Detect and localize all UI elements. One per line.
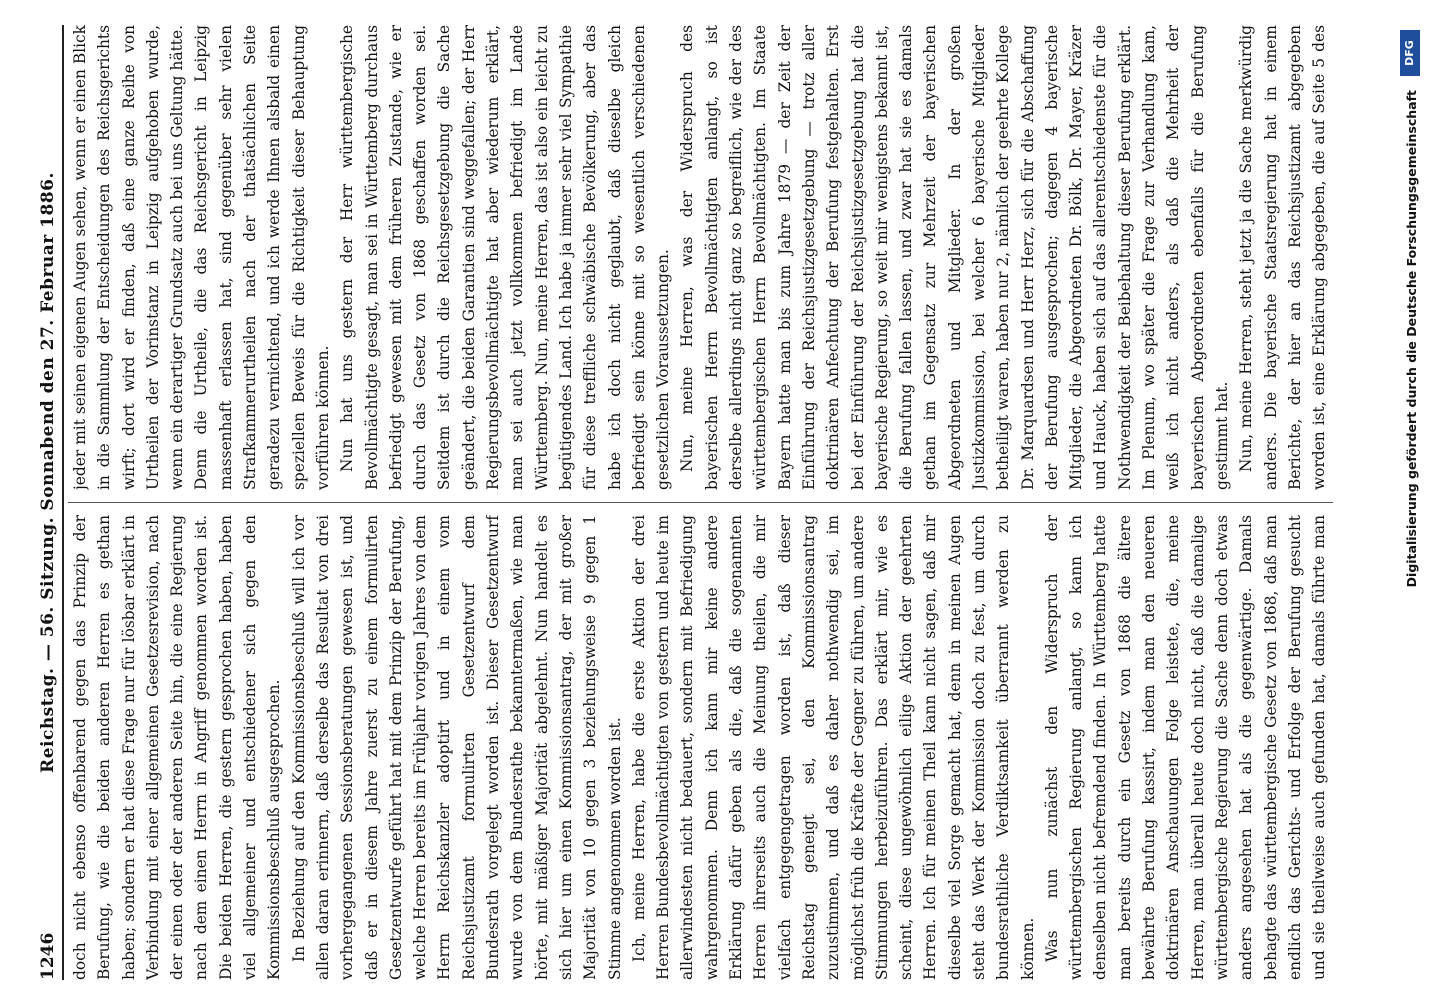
paragraph: doch nicht ebenso offenbarend gegen das Prinzip der Berufung, wie die beiden anderen Herren es gethan haben; sondern er hat diese Frage nur für lösbar erklärt in Verbindung mit einer allgemeinen Gesetzesrevision, nach der einen oder der anderen Seite hin, die eine Regierung nach dem einen Herrn in Angriff genommen worden ist. Die beiden Herren, die gestern gesprochen haben, haben viel allgemeiner und entschiedener sich gegen den Kommissionsbeschluß ausgesprochen. xyxy=(71,515,284,980)
running-title: Reichstag. — 56. Sitzung. Sonnabend den 27. Februar 1886. xyxy=(38,172,58,773)
paragraph: Nun hat uns gestern der Herr württembergische Bevollmächtigte gesagt, man sei in Württemberg durchaus befriedigt gewesen mit dem früheren Zustande, wie er durch das Gesetz von 1868 geschaffen worden sei. Seitdem ist durch die Reichsgesetzgebung die Sache geändert, die beiden Garantien sind weggefallen; der Herr Regierungsbevollmächtigte hat aber wiederum erklärt, man sei auch jetzt vollkommen befriedigt im Lande Württemberg. Nun, meine Herren, das ist also ein leicht zu begütigendes Land. Ich habe ja immer sehr viel Sympathie für diese treffliche schwäbische Bevölkerung, aber das habe ich doch nicht geglaubt, daß dieselbe gleich befriedigt sein könne mit so wesentlich verschiedenen gesetzlichen Voraussetzungen. xyxy=(338,25,673,490)
column-divider xyxy=(68,502,1333,503)
paragraph: In Beziehung auf den Kommissionsbeschluß will ich vor allen daran erinnern, daß derselbe das Resultat von drei vorhergegangenen Sessionsberatungen gewesen ist, und daß er in diesem Jahre zuerst zu einem formulirten Gesetzentwurfe geführt hat mit dem Prinzip der Berufung, welche Herren bereits im Frühjahr vorigen Jahres von dem Herrn Reichskanzler adoptirt und in einem vom Reichsjustizamt formulirten Gesetzentwurf dem Bundesrath vorgelegt worden ist. Dieser Gesetzentwurf wurde von dem Bundesrathe bekanntermaßen, wie man hörte, mit mäßiger Majorität abgelehnt. Nun handelt es sich hier um einen Kommissionsantrag, der mit großer Majorität von 10 gegen 3 beziehungsweise 9 gegen 1 Stimme angenommen worden ist. xyxy=(289,515,624,980)
paragraph: jeder mit seinen eigenen Augen sehen, wenn er einen Blick in die Sammlung der Entscheidungen des Reichsgerichts wirft; dort wird er finden, daß eine ganze Reihe von Urtheilen der Vorinstanz in Leipzig aufgehoben wurde, wenn ein derartiger Grundsatz auch bei uns Geltung hätte. Denn die Urtheile, die das Reichsgericht in Leipzig massenhaft erlassen hat, sind gegenüber sehr vielen Strafkammerurtheilen nach der thatsächlichen Seite geradezu vernichtend, und ich werde Ihnen alsbald einen speziellen Beweis für die Richtigkeit dieser Behauptung vorführen können. xyxy=(71,25,332,490)
dfg-logo: DFG xyxy=(1400,30,1420,76)
paragraph: Nun, meine Herren, was der Widerspruch des bayerischen Herrn Bevollmächtigten anlangt, so ist derselbe allerdings nicht ganz so begreiflich, wie der des württembergischen Herrn Bevollmächtigten. Im Staate Bayern hatte man bis zum Jahre 1879 — der Zeit der Einführung der Reichsjustizgesetzgebung — trotz aller doktrinären Anfechtung der Berufung festgehalten. Erst bei der Einführung der Reichsjustizgesetzgebung hat die bayerische Regierung, so weit mir wenigstens bekannt ist, die Berufung fallen lassen, und zwar hat sie es damals gethan im Gegensatz zur Mehrzeit der bayerischen Abgeordneten und Mitglieder. In der großen Justizkommission, bei welcher 6 bayerische Mitglieder betheiligt waren, haben nur 2, nämlich der geehrte Kollege Dr. Marquardsen und Herr Herz, sich für die Abschaffung der Berufung ausgesprochen; dagegen 4 bayerische Mitglieder, die Abgeordneten Dr. Bölk, Dr. Mayer, Kräzer und Hauck, haben sich auf das allerentschiedenste für die Nothwendigkeit der Beibehaltung dieser Berufung erklärt. Im Plenum, wo später die Frage zur Verhandlung kam, weiß ich nicht anders, als daß die Mehrheit der bayerischen Abgeordneten ebenfalls für die Berufung gestimmt hat. xyxy=(678,25,1231,490)
page-number: 1246 xyxy=(38,932,58,980)
right-column xyxy=(68,25,1333,490)
paragraph: Ich, meine Herren, habe die erste Aktion der drei Herren Bundesbevollmächtigten von gestern und heute im allerwindesten nicht bedauert, sondern mit Befriedigung wahrgenommen. Denn ich kann mir keine andere Erklärung dafür geben als die, daß die sogenannten Herren ihrerseits auch die Meinung theilen, die mir vielfach entgegengetragen worden ist, daß dieser Reichstag geneigt sei, den Kommissionsantrag zuzustimmen, und daß es daher nothwendig sei, im möglichst früh die Kräfte der Gegner zu führen, um andere Stimmungen herbeizuführen. Das erklärt mir, wie es scheint, diese ungewöhnlich eilige Aktion der geehrten Herren. Ich für meinen Theil kann nicht sagen, daß mir dieselbe viel Sorge gemacht hat, denn in meinen Augen steht das Werk der Kommission doch zu fest, um durch bundesrathliche Verdiktsamkeit überrannt werden zu können. xyxy=(629,515,1037,980)
paragraph: Was nun zunächst den Widerspruch der württembergischen Regierung anlangt, so kann ich denselben nicht befremdend finden. In Württemberg hatte man bereits durch ein Gesetz von 1868 die ältere bewährte Berufung kassirt, indem man den neueren doktrinären Anschauungen Folge leistete, die, meine Herren, man überall heute doch nicht, daß die damalige württembergische Regierung die Sache denn doch etwas anders angesehen hat als die gegenwärtige. Damals behagte das württembergische Gesetz von 1868, daß man endlich das Gerichts- und Erfolge der Berufung gesucht und sie theilweise auch gefunden hat, damals führte man xyxy=(1042,515,1329,980)
page-header xyxy=(36,25,64,980)
page-footer xyxy=(1400,0,1424,1000)
paragraph: Nun, meine Herren, steht jetzt ja die Sache merkwürdig anders. Die bayerische Staatsregierung hat in einem Berichte, der hier an das Reichsjustizamt abgegeben worden ist, eine Erklärung abgegeben, die auf Seite 5 des xyxy=(1237,25,1329,490)
text-columns xyxy=(68,25,1333,980)
left-column xyxy=(68,515,1333,980)
digitization-note: Digitalisierung gefördert durch die Deutsche Forschungsgemeinschaft xyxy=(1404,90,1419,588)
